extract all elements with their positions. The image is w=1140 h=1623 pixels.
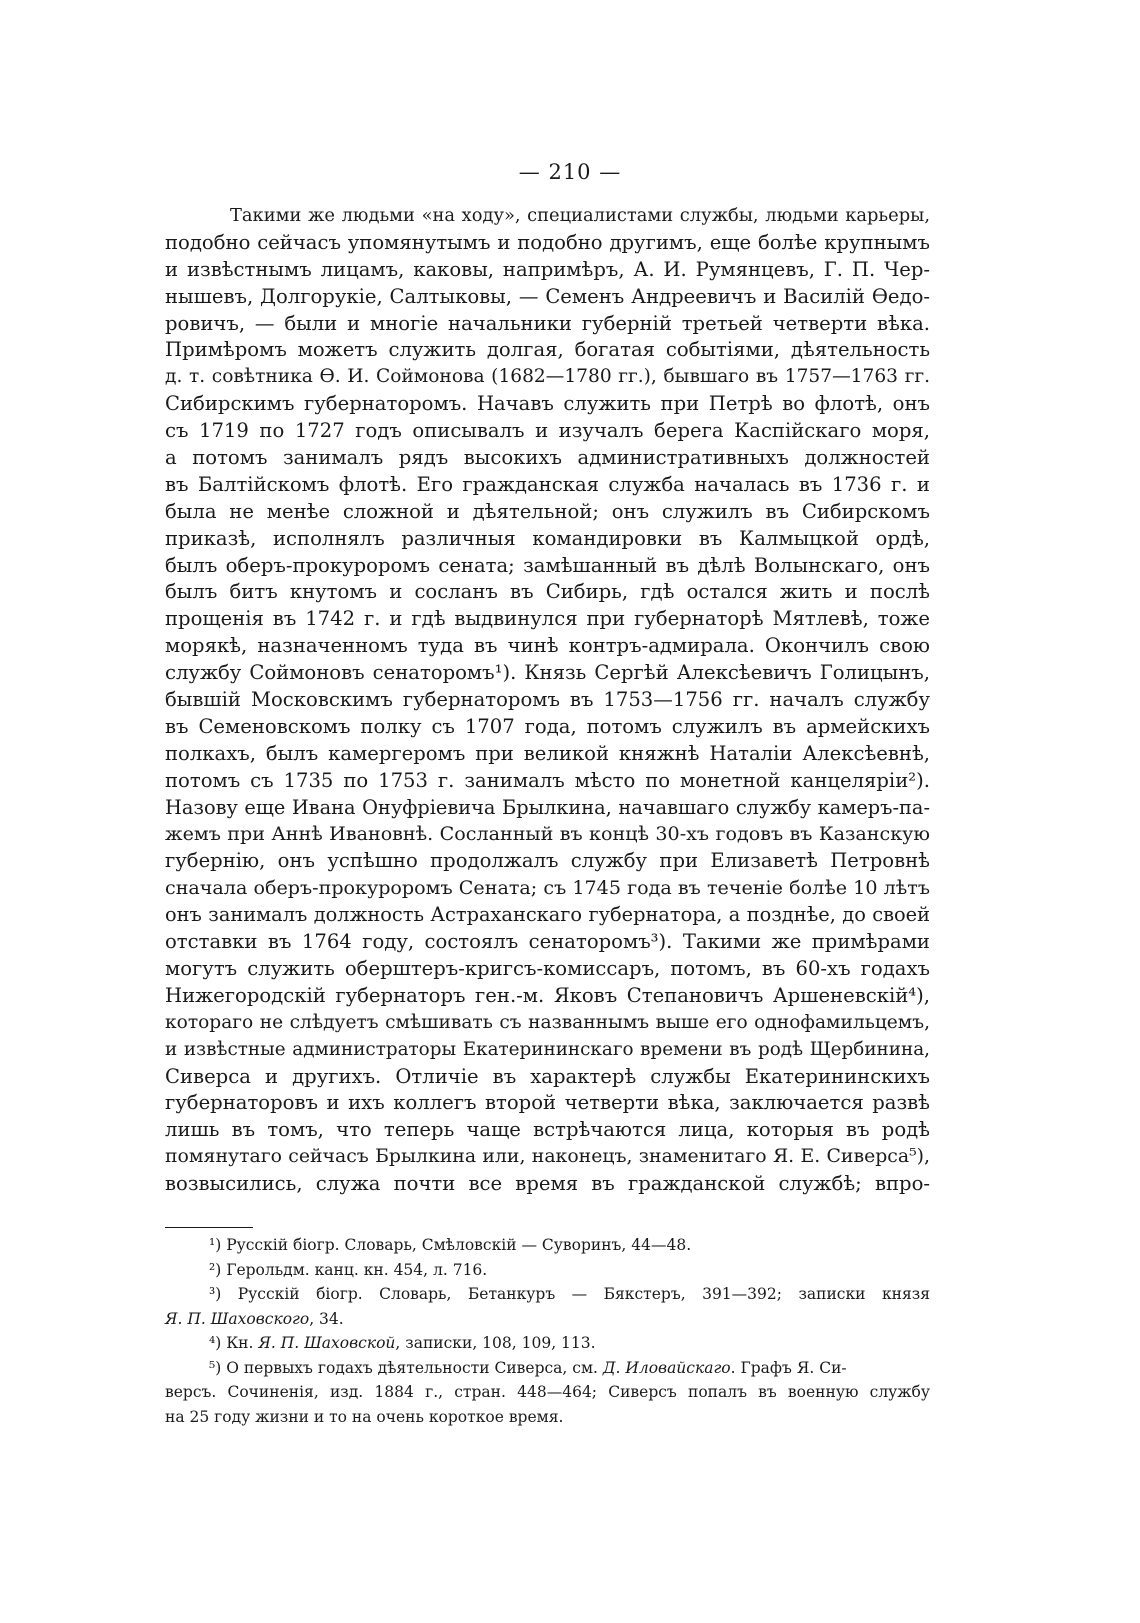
footnote-4-head: ⁴) Кн.: [209, 1334, 259, 1352]
text-line: губернію, онъ успѣшно продолжалъ службу при Елизаветѣ Петровнѣ: [165, 849, 930, 873]
footnote-4: [165, 1331, 930, 1356]
text-line: помянутаго сейчасъ Брылкина или, наконецъ, знаменитаго Я. Е. Сиверса⁵),: [165, 1146, 930, 1168]
text-line: подобно сейчасъ упомянутымъ и подобно другимъ, еще болѣе крупнымъ: [165, 230, 930, 254]
text-line: ровичъ, — были и многіе начальники губерній третьей четверти вѣка.: [165, 311, 930, 335]
text-line: лишь въ томъ, что теперь чаще встрѣчаются лица, которыя въ родѣ: [165, 1118, 930, 1142]
footnote-3-continued: [165, 1307, 930, 1332]
text-line: съ 1719 по 1727 годъ описывалъ и изучалъ берега Каспійскаго моря,: [165, 419, 930, 443]
text-line: былъ оберъ-прокуроромъ сената; замѣшанный въ дѣлѣ Волынскаго, онъ: [165, 553, 930, 577]
text-line: сначала оберъ-прокуроромъ Сената; съ 1745 года въ теченіе болѣе 10 лѣтъ: [165, 876, 930, 900]
text-line: и извѣстнымъ лицамъ, каковы, напримѣръ, А. И. Румянцевъ, Г. П. Чер-: [165, 257, 930, 281]
text-line: морякѣ, назначенномъ туда въ чинѣ контръ-адмирала. Окончилъ свою: [165, 634, 930, 658]
text-line: Назову еще Ивана Онуфріевича Брылкина, начавшаго службу камеръ-па-: [165, 795, 930, 819]
footnote-5-head: ⁵) О первыхъ годахъ дѣятельности Сиверса, см.: [209, 1358, 603, 1377]
footnote-4-tail: , записки, 108, 109, 113.: [395, 1334, 596, 1352]
text-line: Примѣромъ можетъ служить долгая, богатая событіями, дѣятельность: [165, 338, 930, 362]
text-line: Сибирскимъ губернаторомъ. Начавъ служить при Петрѣ во флотѣ, онъ: [165, 392, 930, 416]
footnote-3-author: Я. П. Шаховского: [165, 1309, 310, 1328]
text-line: нышевъ, Долгорукіе, Салтыковы, — Семенъ Андреевичъ и Василій Ѳедо-: [165, 284, 930, 308]
text-line: онъ занималъ должность Астраханскаго губернатора, а позднѣе, до своей: [165, 903, 930, 927]
text-line: и извѣстные администраторы Екатерининскаго времени въ родѣ Щербинина,: [165, 1038, 930, 1060]
text-line: въ Семеновскомъ полку съ 1707 года, потомъ служилъ въ армейскихъ: [165, 714, 930, 738]
footnotes: [165, 1233, 930, 1429]
footnote-4-author: Я. П. Шаховской: [258, 1334, 396, 1352]
text-line: приказѣ, исполнялъ различныя командировки въ Калмыцкой ордѣ,: [165, 526, 930, 550]
text-line: д. т. совѣтника Ѳ. И. Соймонова (1682—1780 гг.), бывшаго въ 1757—1763 гг.: [165, 366, 930, 388]
text-line: Сиверса и другихъ. Отличіе въ характерѣ службы Екатерининскихъ: [165, 1064, 930, 1088]
footnote-5: [165, 1356, 930, 1381]
footnote-2: ²) Герольдм. канц. кн. 454, л. 716.: [209, 1260, 488, 1279]
footnote-5-continued: версъ. Сочиненія, изд. 1884 г., стран. 448—464; Сиверсъ попалъ въ военную службу: [165, 1383, 930, 1401]
text-line: былъ битъ кнутомъ и сосланъ въ Сибирь, гдѣ остался жить и послѣ: [165, 580, 930, 604]
text-line: въ Балтійскомъ флотѣ. Его гражданская служба началась въ 1736 г. и: [165, 472, 930, 496]
text-line: возвысились, служа почти все время въ гражданской службѣ; впро-: [165, 1172, 930, 1196]
text-line: жемъ при Аннѣ Ивановнѣ. Сосланный въ концѣ 30-хъ годовъ въ Казанскую: [165, 822, 930, 846]
text-line: полкахъ, былъ камергеромъ при великой княжнѣ Наталіи Алексѣевнѣ,: [165, 741, 930, 765]
text-line: была не менѣе сложной и дѣятельной; онъ служилъ въ Сибирскомъ: [165, 499, 930, 523]
text-line: могутъ служить оберштеръ-кригсъ-комиссаръ, потомъ, въ 60-хъ годахъ: [165, 956, 930, 980]
main-text: [165, 203, 930, 1198]
page-number: — 210 —: [518, 160, 622, 184]
text-line: а потомъ занималъ рядъ высокихъ административныхъ должностей: [165, 446, 930, 470]
text-line: прощенія въ 1742 г. и гдѣ выдвинулся при губернаторѣ Мятлевѣ, тоже: [165, 607, 930, 631]
footnote-3: ³) Русскій біогр. Словарь, Бетанкуръ — Бякстеръ, 391—392; записки князя: [209, 1285, 930, 1303]
text-line: Такими же людьми «на ходу», специалистами службы, людьми карьеры,: [230, 205, 930, 226]
footnote-5-end: на 25 году жизни и то на очень короткое время.: [165, 1407, 564, 1426]
footnote-5-tail: . Графъ Я. Си-: [730, 1358, 847, 1377]
text-line: отставки въ 1764 году, состоялъ сенаторомъ³). Такими же примѣрами: [165, 930, 930, 954]
text-line: службу Соймоновъ сенаторомъ¹). Князь Сергѣй Алексѣевичъ Голицынъ,: [165, 661, 930, 685]
footnote-divider: [165, 1227, 253, 1228]
footnote-5-author: Д. Иловайскаго: [602, 1358, 731, 1377]
text-line: Нижегородскій губернаторъ ген.-м. Яковъ Степановичъ Аршеневскій⁴),: [165, 983, 930, 1007]
footnote-3-tail: , 34.: [309, 1309, 344, 1328]
text-line: котораго не слѣдуетъ смѣшивать съ названнымъ выше его однофамильцемъ,: [165, 1011, 930, 1033]
text-line: губернаторовъ и ихъ коллегъ второй четверти вѣка, заключается развѣ: [165, 1091, 930, 1115]
footnote-1: ¹) Русскій біогр. Словарь, Смѣловскій — Суворинъ, 44—48.: [209, 1236, 692, 1254]
text-line: потомъ съ 1735 по 1753 г. занималъ мѣсто по монетной канцеляріи²).: [165, 768, 930, 792]
text-line: бывшій Московскимъ губернаторомъ въ 1753—1756 гг. началъ службу: [165, 688, 930, 712]
